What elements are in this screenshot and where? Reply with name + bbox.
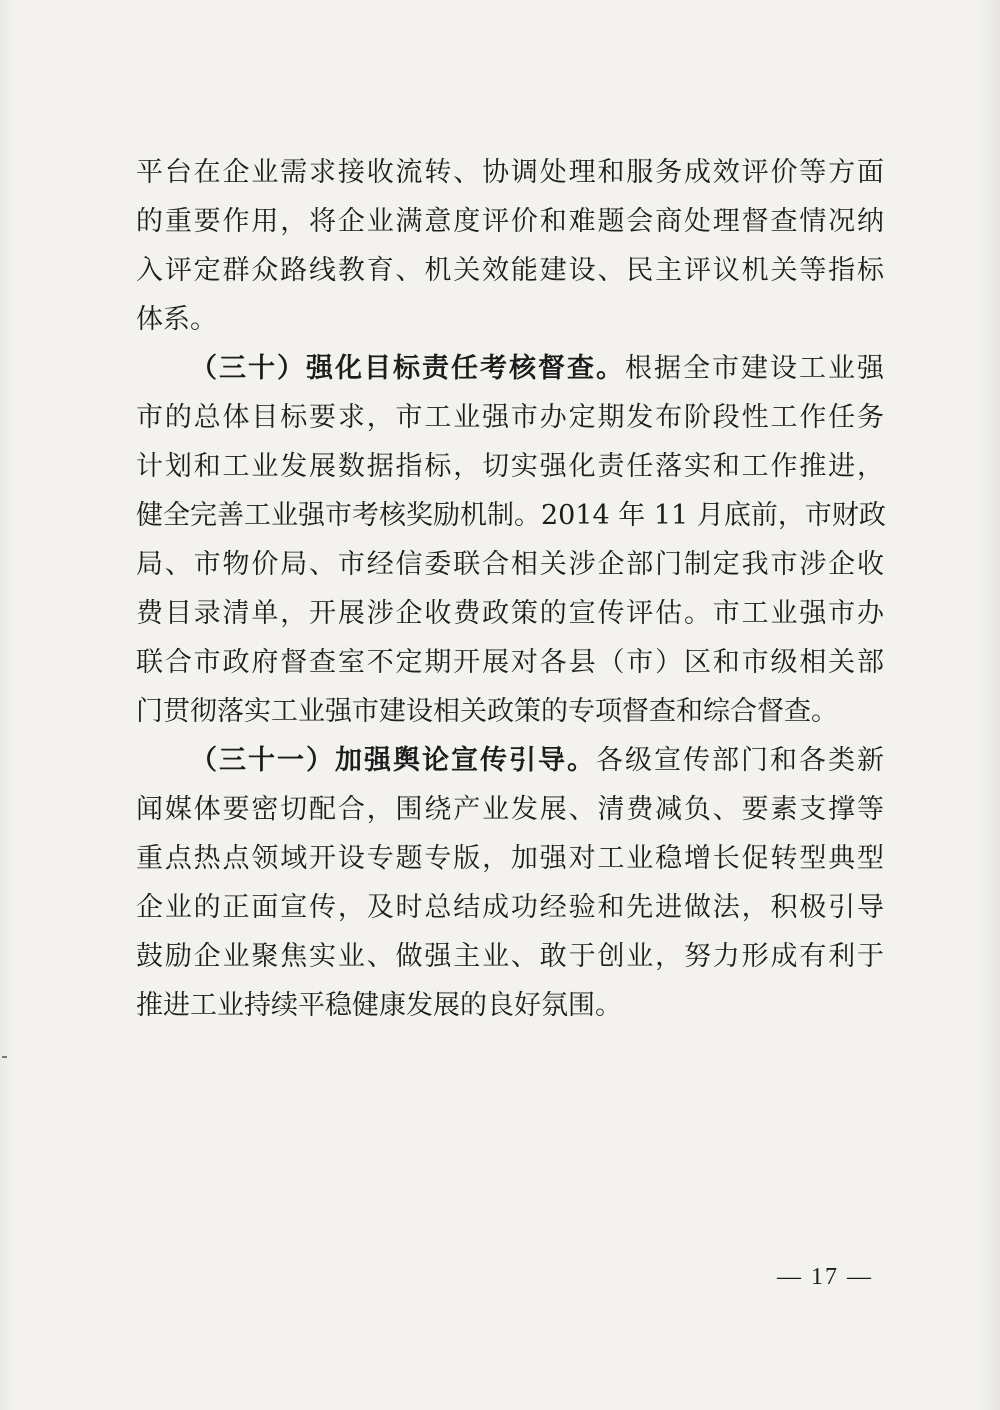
text-line: 入评定群众路线教育、机关效能建设、民主评议机关等指标 [136, 255, 884, 286]
section-30-first-line-text: 根据全市建设工业强 [625, 353, 884, 384]
text-line: 的重要作用，将企业满意度评价和难题会商处理督查情况纳 [136, 206, 884, 237]
text-line: 平台在企业需求接收流转、协调处理和服务成效评价等方面 [136, 157, 884, 188]
text-line: 计划和工业发展数据指标，切实强化责任落实和工作推进， [136, 451, 884, 482]
text-line: 推进工业持续平稳健康发展的良好氛围。 [136, 990, 622, 1021]
body-text [136, 148, 884, 1030]
scan-mark [2, 1056, 7, 1058]
paragraph-continued [136, 148, 884, 344]
text-line: 健全完善工业强市考核奖励机制。2014 年 11 月底前，市财政 [136, 500, 886, 531]
section-30-heading: （三十）强化目标责任考核督查。 [190, 353, 625, 384]
section-30-paragraph [136, 344, 884, 736]
section-31-first-line [136, 736, 884, 785]
text-line: 重点热点领域开设专题专版，加强对工业稳增长促转型典型 [136, 843, 884, 874]
section-30-first-line [136, 344, 884, 393]
text-line: 体系。 [136, 304, 217, 335]
section-31-heading: （三十一）加强舆论宣传引导。 [190, 745, 596, 776]
page-number: — 17 — [777, 1264, 873, 1290]
text-line: 费目录清单，开展涉企收费政策的宣传评估。市工业强市办 [136, 598, 884, 629]
scan-edge-left [0, 0, 14, 1410]
text-line: 企业的正面宣传，及时总结成功经验和先进做法，积极引导 [136, 892, 884, 923]
text-line: 联合市政府督查室不定期开展对各县（市）区和市级相关部 [136, 647, 884, 678]
text-line: 市的总体目标要求，市工业强市办定期发布阶段性工作任务 [136, 402, 884, 433]
text-line: 鼓励企业聚焦实业、做强主业、敢于创业，努力形成有利于 [136, 941, 884, 972]
section-31-paragraph [136, 736, 884, 1030]
section-31-first-line-text: 各级宣传部门和各类新 [596, 745, 884, 776]
text-line: 闻媒体要密切配合，围绕产业发展、清费减负、要素支撑等 [136, 794, 884, 825]
scan-edge-right [978, 0, 1000, 1410]
text-line: 门贯彻落实工业强市建设相关政策的专项督查和综合督查。 [136, 696, 838, 727]
text-line: 局、市物价局、市经信委联合相关涉企部门制定我市涉企收 [136, 549, 884, 580]
